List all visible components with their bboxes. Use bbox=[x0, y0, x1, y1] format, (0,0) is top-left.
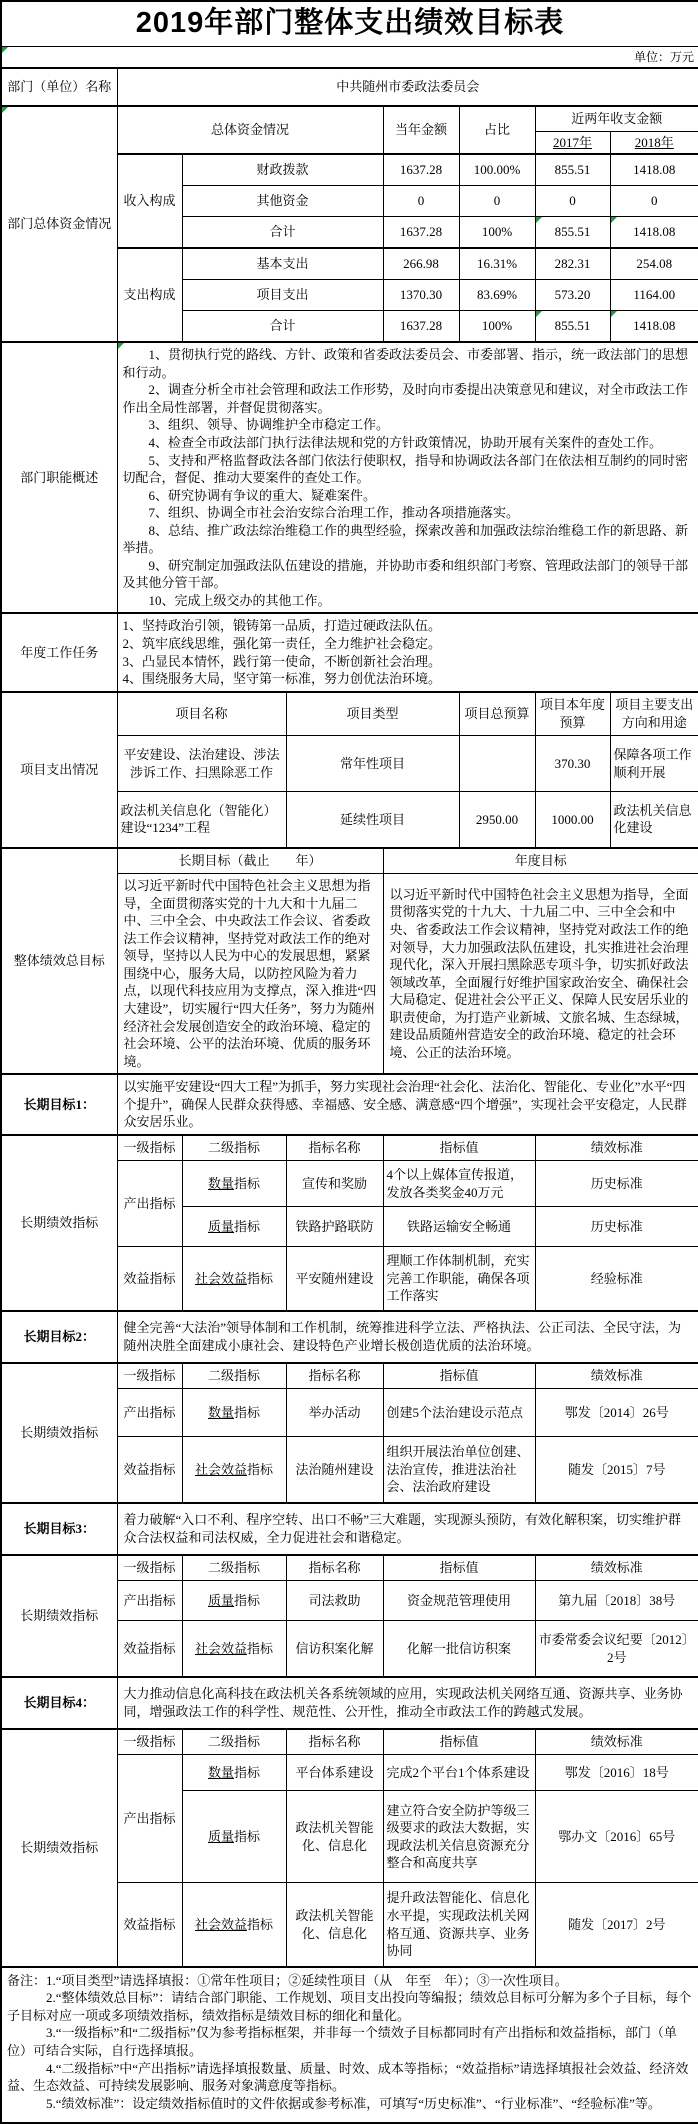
indicator-l2 bbox=[182, 1883, 286, 1967]
income-row-name: 财政拨款 bbox=[182, 154, 383, 186]
income-row-name: 其他资金 bbox=[182, 186, 383, 217]
indicator-l2-key: 社会效益 bbox=[194, 1640, 247, 1656]
indicator-value-header: 指标值 bbox=[383, 1135, 535, 1161]
indicator-l1: 产出指标 bbox=[117, 1581, 182, 1621]
indicator-l2 bbox=[182, 1207, 286, 1247]
task-item: 4、围绕服务大局，坚守第一标准，努力创优法治环境。 bbox=[122, 671, 442, 687]
indicator-name: 宣传和奖励 bbox=[286, 1161, 383, 1207]
project-total bbox=[459, 736, 535, 792]
function-item: 8、总结、推广政法综治维稳工作的典型经验，探索改善和加强政法综治维稳工作的新思路、新举措。 bbox=[122, 522, 689, 556]
indicator-name: 平台体系建设 bbox=[286, 1755, 383, 1791]
expense-row-name: 项目支出 bbox=[182, 280, 383, 311]
project-annual-header: 项目本年度预算 bbox=[535, 692, 610, 736]
goal2-indicator-section-label: 长期绩效指标 bbox=[1, 1363, 117, 1503]
expense-row-amount: 266.98 bbox=[383, 248, 459, 280]
income-row-2017: 855.51 bbox=[535, 154, 610, 186]
goal3-label: 长期目标3： bbox=[1, 1503, 117, 1555]
indicator-l2-key: 质量 bbox=[207, 1829, 234, 1844]
indicator-l2-key: 数量 bbox=[207, 1405, 234, 1420]
project-type: 延续性项目 bbox=[286, 792, 459, 848]
indicator-value: 理顺工作体制机制，充实完善工作职能，确保各项工作落实 bbox=[383, 1247, 535, 1311]
department-name: 中共随州市委政法委员会 bbox=[117, 68, 698, 106]
goal1-text: 以实施平安建设“四大工程”为抓手，努力实现社会治理“社会化、法治化、智能化、专业化”水平“四个提升”，确保人民群众获得感、幸福感、安全感、满意感“四个增强”，实现社会平安稳定，人民群众安居乐业。 bbox=[117, 1074, 698, 1135]
expense-row-2017: 282.31 bbox=[535, 248, 610, 280]
expense-total-ratio: 100% bbox=[459, 311, 535, 343]
indicator-l2 bbox=[182, 1437, 286, 1503]
notes-block bbox=[1, 1967, 698, 2123]
project-name-header: 项目名称 bbox=[117, 692, 286, 736]
indicator-name-header: 指标名称 bbox=[286, 1363, 383, 1389]
annual-tasks-text bbox=[117, 613, 698, 691]
funding-2018-header bbox=[610, 131, 698, 154]
indicator-value: 资金规范管理使用 bbox=[383, 1581, 535, 1621]
income-total-amount: 1637.28 bbox=[383, 217, 459, 249]
indicator-value: 提升政法智能化、信息化水平提，实现政法机关网格互通、资源共享、业务协同 bbox=[383, 1883, 535, 1967]
funding-2017-header bbox=[535, 131, 610, 154]
function-item: 1、贯彻执行党的路线、方针、政策和省委政法委员会、市委部署、指示，统一政法部门的思想和行动。 bbox=[122, 347, 689, 380]
indicator-name: 举办活动 bbox=[286, 1389, 383, 1437]
indicator-standard: 市委常委会议纪要〔2012〕2号 bbox=[535, 1621, 698, 1677]
indicator-standard: 鄂发〔2014〕26号 bbox=[535, 1389, 698, 1437]
income-total-2018: 1418.08 bbox=[610, 217, 698, 249]
indicator-l2-key: 社会效益 bbox=[194, 1916, 247, 1932]
indicator-l2-rest: 指标 bbox=[247, 1461, 274, 1477]
project-annual: 370.30 bbox=[535, 736, 610, 792]
annual-goal-text: 以习近平新时代中国特色社会主义思想为指导，全面贯彻落实党的十九大、十九届二中、三中全会和中央、省委政法工作会议精神，坚持党对政法工作的绝对领导，大力加强政法队伍建设，扎实推进社会治理现代化，深入开展扫黑除恶专项斗争，切实抓好政法领域改革，全面履行好维护国家政治安全、确保社会大局稳定、促进社会公平正义、保障人民安居乐业的职责使命，为打造产业新城、文旅名城、生态绿城，建设品质随州营造安全的政治环境、稳定的社会环境、公正的法治环境。 bbox=[383, 874, 698, 1075]
function-item: 3、组织、领导、协调维护全市稳定工作。 bbox=[148, 417, 390, 433]
indicator-l1: 效益指标 bbox=[117, 1883, 182, 1967]
goal3-indicator-section-label: 长期绩效指标 bbox=[1, 1555, 117, 1677]
indicator-l2-rest: 指标 bbox=[234, 1829, 261, 1844]
indicator-name: 政法机关智能化、信息化 bbox=[286, 1791, 383, 1883]
project-type-header: 项目类型 bbox=[286, 692, 459, 736]
indicator-l2-rest: 指标 bbox=[234, 1593, 261, 1608]
expense-row-2017: 573.20 bbox=[535, 280, 610, 311]
project-purpose: 保障各项工作顺利开展 bbox=[610, 736, 698, 792]
indicator-l2-rest: 指标 bbox=[234, 1176, 261, 1191]
indicator-name: 平安随州建设 bbox=[286, 1247, 383, 1311]
indicator-l1-header: 一级指标 bbox=[117, 1555, 182, 1581]
funding-overview-header: 总体资金情况 bbox=[117, 106, 383, 154]
note-item: 2.“整体绩效总目标”：请结合部门职能、工作规划、项目支出投向等编报；绩效总目标可分解为多个子目标，每个子目标对应一项或多项绩效指标，绩效指标是绩效目标的细化和量化。 bbox=[7, 1990, 692, 2023]
indicator-l2-key: 社会效益 bbox=[194, 1270, 247, 1286]
income-row-2018: 0 bbox=[610, 186, 698, 217]
overall-goal-label: 整体绩效总目标 bbox=[1, 848, 117, 1075]
indicator-standard: 历史标准 bbox=[535, 1207, 698, 1247]
indicator-l2 bbox=[182, 1247, 286, 1311]
project-total-header: 项目总预算 bbox=[459, 692, 535, 736]
income-row-ratio: 100.00% bbox=[459, 154, 535, 186]
project-name: 政法机关信息化（智能化）建设“1234”工程 bbox=[117, 792, 286, 848]
expense-row-amount: 1370.30 bbox=[383, 280, 459, 311]
funding-recent-header: 近两年收支金额 bbox=[535, 106, 698, 131]
indicator-standard-header: 绩效标准 bbox=[535, 1555, 698, 1581]
goal1-label: 长期目标1： bbox=[1, 1074, 117, 1135]
goal3-text: 着力破解“入口不利、程序空转、出口不畅”三大难题，实现源头预防，有效化解积案，切实维护群众合法权益和司法权威，全力促进社会和谐稳定。 bbox=[117, 1503, 698, 1555]
indicator-standard: 经验标准 bbox=[535, 1247, 698, 1311]
goal1-indicator-section-label: 长期绩效指标 bbox=[1, 1135, 117, 1311]
expense-total-name: 合计 bbox=[182, 311, 383, 343]
indicator-l2-rest: 指标 bbox=[234, 1405, 261, 1420]
note-item bbox=[7, 1972, 693, 1990]
expense-row-name: 基本支出 bbox=[182, 248, 383, 280]
indicator-name: 信访积案化解 bbox=[286, 1621, 383, 1677]
indicator-standard: 鄂发〔2016〕18号 bbox=[535, 1755, 698, 1791]
function-item: 6、研究协调有争议的重大、疑难案件。 bbox=[148, 487, 377, 503]
indicator-name-header: 指标名称 bbox=[286, 1729, 383, 1755]
indicator-l2 bbox=[182, 1755, 286, 1791]
income-total-ratio: 100% bbox=[459, 217, 535, 249]
income-total-name: 合计 bbox=[182, 217, 383, 249]
income-row-amount: 1637.28 bbox=[383, 154, 459, 186]
long-term-goal-header: 长期目标（截止 年） bbox=[117, 848, 383, 874]
task-item: 3、凸显民本情怀，践行第一使命，不断创新社会治理。 bbox=[122, 653, 442, 669]
task-item: 1、坚持政治引领，锻铸第一品质，打造过硬政法队伍。 bbox=[122, 618, 442, 634]
indicator-l2-rest: 指标 bbox=[247, 1916, 274, 1932]
indicator-l2 bbox=[182, 1791, 286, 1883]
expense-row-2018: 1164.00 bbox=[610, 280, 698, 311]
indicator-l1-header: 一级指标 bbox=[117, 1363, 182, 1389]
function-item: 2、调查分析全市社会管理和政法工作形势，及时向市委提出决策意见和建议，对全市政法工作作出全局性部署，并督促贯彻落实。 bbox=[122, 382, 689, 415]
goal4-indicator-section-label: 长期绩效指标 bbox=[1, 1729, 117, 1967]
indicator-value: 4个以上媒体宣传报道，发放各类奖金40万元 bbox=[383, 1161, 535, 1207]
function-item: 10、完成上级交办的其他工作。 bbox=[148, 592, 331, 608]
year-2017: 2017年 bbox=[552, 134, 592, 150]
indicator-standard-header: 绩效标准 bbox=[535, 1135, 698, 1161]
goal2-text: 健全完善“大法治”领导体制和工作机制，统筹推进科学立法、严格执法、公正司法、全民守法，为随州决胜全面建成小康社会、建设特色产业增长极创造优质的法治环境。 bbox=[117, 1311, 698, 1363]
indicator-l2-header: 二级指标 bbox=[182, 1729, 286, 1755]
income-total-2017: 855.51 bbox=[535, 217, 610, 249]
indicator-standard: 历史标准 bbox=[535, 1161, 698, 1207]
indicator-standard: 随发〔2015〕7号 bbox=[535, 1437, 698, 1503]
income-row-ratio: 0 bbox=[459, 186, 535, 217]
indicator-standard: 第九届〔2018〕38号 bbox=[535, 1581, 698, 1621]
indicator-value: 铁路运输安全畅通 bbox=[383, 1207, 535, 1247]
indicator-value: 化解一批信访积案 bbox=[383, 1621, 535, 1677]
page-title: 2019年部门整体支出绩效目标表 bbox=[1, 1, 698, 47]
function-item: 9、研究制定加强政法队伍建设的措施，并协助市委和组织部门考察、管理政法部门的领导干部及其他分管干部。 bbox=[122, 557, 689, 591]
income-row-2017: 0 bbox=[535, 186, 610, 217]
indicator-standard: 随发〔2017〕2号 bbox=[535, 1883, 698, 1967]
indicator-name: 政法机关智能化、信息化 bbox=[286, 1883, 383, 1967]
indicator-l1: 产出指标 bbox=[117, 1755, 182, 1883]
funding-section-label: 部门总体资金情况 bbox=[1, 106, 117, 342]
indicator-l2-rest: 指标 bbox=[234, 1219, 261, 1234]
indicator-l2-rest: 指标 bbox=[247, 1270, 274, 1286]
indicator-l2 bbox=[182, 1621, 286, 1677]
expense-row-ratio: 16.31% bbox=[459, 248, 535, 280]
indicator-name-header: 指标名称 bbox=[286, 1555, 383, 1581]
indicator-value-header: 指标值 bbox=[383, 1363, 535, 1389]
indicator-l2-key: 数量 bbox=[207, 1176, 234, 1191]
expense-row-2018: 254.08 bbox=[610, 248, 698, 280]
expense-row-ratio: 83.69% bbox=[459, 280, 535, 311]
project-purpose-header: 项目主要支出方向和用途 bbox=[610, 692, 698, 736]
note-item: 5.“绩效标准”：设定绩效指标值时的文件依据或参考标准，可填写“历史标准”、“行业标准”、“经验标准”等。 bbox=[46, 2095, 661, 2111]
indicator-standard-header: 绩效标准 bbox=[535, 1729, 698, 1755]
goal4-label: 长期目标4： bbox=[1, 1677, 117, 1729]
function-item: 4、检查全市政法部门执行法律法规和党的方针政策情况，协助开展有关案件的查处工作。 bbox=[148, 434, 663, 450]
indicator-value-header: 指标值 bbox=[383, 1555, 535, 1581]
functions-label: 部门职能概述 bbox=[1, 342, 117, 613]
indicator-l1: 效益指标 bbox=[117, 1247, 182, 1311]
project-annual: 1000.00 bbox=[535, 792, 610, 848]
indicator-l2-key: 质量 bbox=[207, 1219, 234, 1234]
annual-goal-header: 年度目标 bbox=[383, 848, 698, 874]
project-total: 2950.00 bbox=[459, 792, 535, 848]
indicator-l2-rest: 指标 bbox=[247, 1640, 274, 1656]
indicator-l2-header: 二级指标 bbox=[182, 1135, 286, 1161]
indicator-standard-header: 绩效标准 bbox=[535, 1363, 698, 1389]
project-purpose: 政法机关信息化建设 bbox=[610, 792, 698, 848]
indicator-l2-key: 质量 bbox=[207, 1593, 234, 1608]
indicator-value: 创建5个法治建设示范点 bbox=[383, 1389, 535, 1437]
indicator-value: 建立符合安全防护等级三级要求的政法大数据，实现政法机关信息资源充分整合和高度共享 bbox=[383, 1791, 535, 1883]
functions-text bbox=[117, 342, 698, 613]
indicator-l1-header: 一级指标 bbox=[117, 1729, 182, 1755]
year-2018: 2018年 bbox=[634, 134, 674, 150]
department-label: 部门（单位）名称 bbox=[1, 68, 117, 106]
income-composition-label: 收入构成 bbox=[117, 154, 182, 248]
expense-total-2018: 1418.08 bbox=[610, 311, 698, 343]
indicator-value: 组织开展法治单位创建、法治宣传，推进法治社会、法治政府建设 bbox=[383, 1437, 535, 1503]
long-term-goal-text: 以习近平新时代中国特色社会主义思想为指导，全面贯彻落实党的十九大和十九届二中、三中全会、中央政法工作会议、省委政法工作会议精神，坚持党对政法工作的绝对领导，坚持以人民为中心的发展思想，紧紧围绕中心，服务大局，以防控风险为着力点，以现代科技应用为支撑点，深入推进“四大建设”，切实履行“四大任务”，努力为随州经济社会发展创造安全的政治环境、稳定的社会环境、公平的法治环境、优质的服务环境。 bbox=[117, 874, 383, 1075]
note-text: 1.“项目类型”请选择填报：①常年性项目；②延续性项目（从 年至 年）；③一次性项目。 bbox=[46, 1972, 568, 1988]
indicator-l2-header: 二级指标 bbox=[182, 1555, 286, 1581]
annual-tasks-label: 年度工作任务 bbox=[1, 613, 117, 691]
indicator-l2 bbox=[182, 1389, 286, 1437]
indicator-l2 bbox=[182, 1581, 286, 1621]
indicator-value: 完成2个平台1个体系建设 bbox=[383, 1755, 535, 1791]
unit-note: 单位：万元 bbox=[1, 47, 698, 69]
income-row-amount: 0 bbox=[383, 186, 459, 217]
function-item: 5、支持和严格监督政法各部门依法行使职权，指导和协调政法各部门在依法相互制约的同时密切配合，督促、推动大要案件的查处工作。 bbox=[122, 452, 689, 486]
indicator-l2-key: 数量 bbox=[207, 1765, 234, 1780]
project-type: 常年性项目 bbox=[286, 736, 459, 792]
goal2-label: 长期目标2： bbox=[1, 1311, 117, 1363]
indicator-l2-rest: 指标 bbox=[234, 1765, 261, 1780]
indicator-l2 bbox=[182, 1161, 286, 1207]
income-row-2018: 1418.08 bbox=[610, 154, 698, 186]
indicator-l1: 产出指标 bbox=[117, 1161, 182, 1247]
expense-composition-label: 支出构成 bbox=[117, 248, 182, 342]
task-item: 2、筑牢底线思维，强化第一责任，全力维护社会稳定。 bbox=[122, 635, 442, 651]
indicator-l2-key: 社会效益 bbox=[194, 1461, 247, 1477]
indicator-l1: 产出指标 bbox=[117, 1389, 182, 1437]
indicator-l2-header: 二级指标 bbox=[182, 1363, 286, 1389]
indicator-l1-header: 一级指标 bbox=[117, 1135, 182, 1161]
project-name: 平安建设、法治建设、涉法涉诉工作、扫黑除恶工作 bbox=[117, 736, 286, 792]
note-item: 3.“一级指标”和“二级指标”仅为参考指标框架，并非每一个绩效子目标都同时有产出指标和效益指标，部门（单位）可结合实际，自行选择填报。 bbox=[7, 2025, 677, 2058]
indicator-value-header: 指标值 bbox=[383, 1729, 535, 1755]
indicator-name-header: 指标名称 bbox=[286, 1135, 383, 1161]
funding-ratio-header: 占比 bbox=[459, 106, 535, 154]
indicator-name: 铁路护路联防 bbox=[286, 1207, 383, 1247]
notes-prefix: 备注： bbox=[7, 1972, 47, 1988]
indicator-l1: 效益指标 bbox=[117, 1437, 182, 1503]
function-item: 7、组织、协调全市社会治安综合治理工作，推动各项措施落实。 bbox=[148, 505, 520, 521]
note-item: 4.“二级指标”中“产出指标”请选择填报数量、质量、时效、成本等指标；“效益指标”请选择填报社会效益、经济效益、生态效益、可持续发展影响、服务对象满意度等指标。 bbox=[7, 2060, 689, 2094]
indicator-name: 法治随州建设 bbox=[286, 1437, 383, 1503]
indicator-l1: 效益指标 bbox=[117, 1621, 182, 1677]
projects-section-label: 项目支出情况 bbox=[1, 692, 117, 848]
funding-amount-header: 当年金额 bbox=[383, 106, 459, 154]
expense-total-2017: 855.51 bbox=[535, 311, 610, 343]
expense-total-amount: 1637.28 bbox=[383, 311, 459, 343]
indicator-name: 司法救助 bbox=[286, 1581, 383, 1621]
indicator-standard: 鄂办文〔2016〕65号 bbox=[535, 1791, 698, 1883]
goal4-text: 大力推动信息化高科技在政法机关各系统领域的应用，实现政法机关网络互通、资源共享、业务协同，增强政法工作的科学性、规范性、公开性，推动全市政法工作的跨越式发展。 bbox=[117, 1677, 698, 1729]
